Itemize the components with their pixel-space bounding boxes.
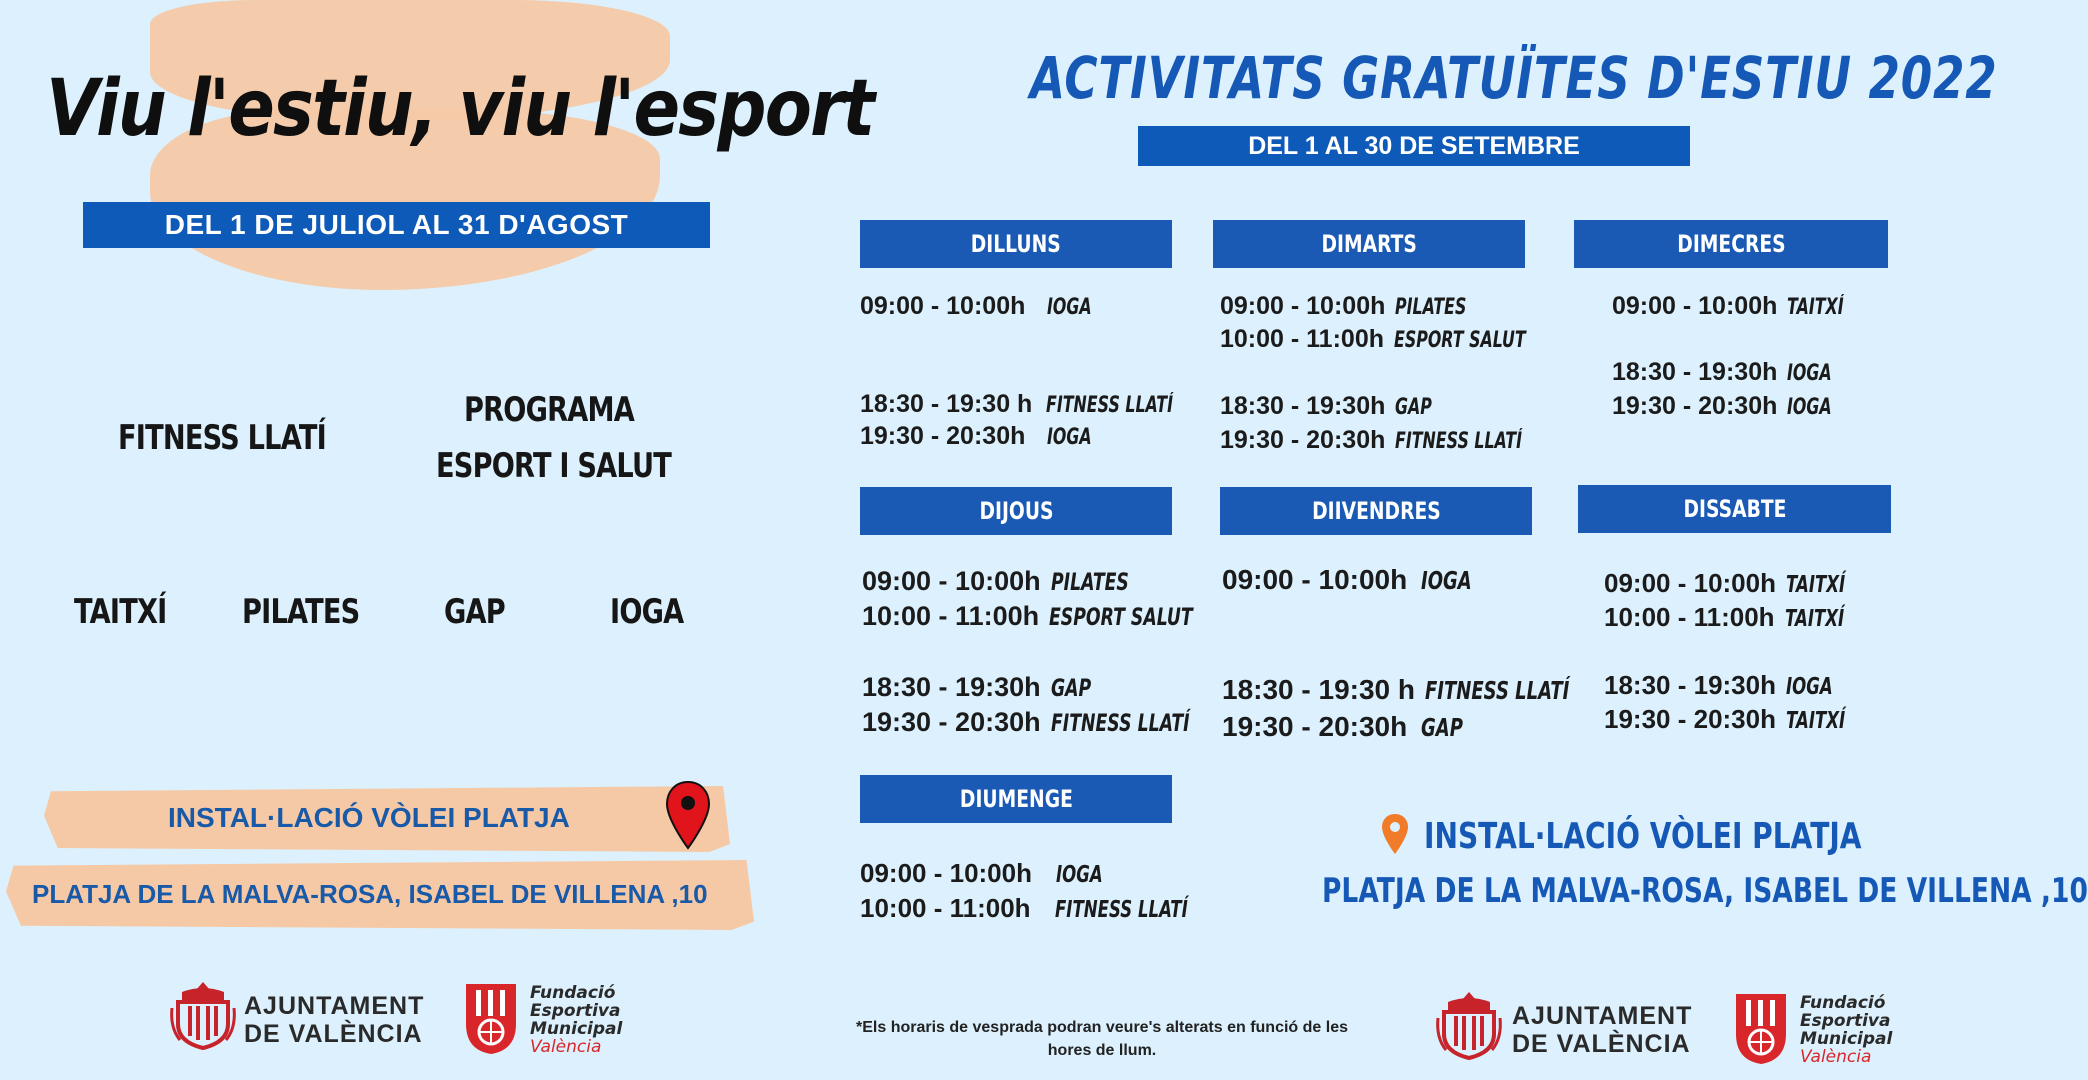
slot-divendres-3: 19:30 - 20:30h GAP bbox=[1222, 711, 1464, 742]
activity-programa-line2: ESPORT I SALUT bbox=[436, 446, 672, 486]
slot-dissabte-1: 09:00 - 10:00h TAITXÍ bbox=[1604, 568, 1846, 598]
fundacio-line2: Esportiva bbox=[530, 1001, 621, 1021]
activity-ioga: IOGA bbox=[610, 592, 684, 632]
slot-dilluns-2: 18:30 - 19:30 h FITNESS LLATÍ bbox=[860, 390, 1174, 418]
slot-dijous-3: 18:30 - 19:30h GAP bbox=[862, 672, 1091, 702]
september-dates-bar bbox=[1138, 126, 1690, 166]
venue-text-left: INSTAL·LACIÓ VÒLEI PLATJA bbox=[168, 802, 570, 833]
activity-programa-line1: PROGRAMA bbox=[464, 390, 635, 430]
activity-fitness-llati: FITNESS LLATÍ bbox=[118, 418, 326, 458]
footnote-line1: *Els horaris de vesprada podran veure's alterats en funció de les bbox=[856, 1019, 1348, 1036]
fundacio-line4: València bbox=[530, 1037, 602, 1057]
location-pin-icon bbox=[665, 780, 711, 850]
slot-dimecres-3: 19:30 - 20:30h IOGA bbox=[1612, 392, 1833, 420]
slot-dijous-4: 19:30 - 20:30h FITNESS LLATÍ bbox=[862, 707, 1190, 737]
day-header-diumenge: DIUMENGE bbox=[860, 775, 1172, 823]
fundacio-logo-icon bbox=[460, 980, 522, 1056]
schedule-title: ACTIVITATS GRATUÏTES D'ESTIU 2022 bbox=[1030, 44, 1998, 112]
day-header-dijous: DIJOUS bbox=[860, 487, 1172, 535]
location-pin-icon-right bbox=[1380, 812, 1410, 856]
activity-pilates: PILATES bbox=[242, 592, 360, 632]
day-header-dimarts: DIMARTS bbox=[1213, 220, 1525, 268]
schedule-footnote bbox=[842, 1016, 1362, 1062]
fundacio-right-line3: Municipal bbox=[1800, 1029, 1893, 1049]
ajuntament-right-line2: DE VALÈNCIA bbox=[1512, 1030, 1691, 1058]
day-header-dilluns: DILLUNS bbox=[860, 220, 1172, 268]
slot-dijous-1: 09:00 - 10:00h PILATES bbox=[862, 566, 1129, 596]
venue-text-right: INSTAL·LACIÓ VÒLEI PLATJA bbox=[1424, 816, 1862, 857]
slot-divendres-2: 18:30 - 19:30 h FITNESS LLATÍ bbox=[1222, 674, 1570, 705]
footnote-line2: hores de llum. bbox=[1047, 1042, 1157, 1059]
slot-dimarts-4: 19:30 - 20:30h FITNESS LLATÍ bbox=[1220, 426, 1523, 454]
slot-dimecres-1: 09:00 - 10:00h TAITXÍ bbox=[1612, 292, 1845, 320]
slot-diumenge-1: 09:00 - 10:00h IOGA bbox=[860, 858, 1103, 888]
summer-dates-bar bbox=[83, 202, 710, 248]
slot-dissabte-2: 10:00 - 11:00h TAITXÍ bbox=[1604, 602, 1844, 632]
fundacio-name-left bbox=[530, 984, 622, 1056]
slot-dijous-2: 10:00 - 11:00h ESPORT SALUT bbox=[862, 601, 1193, 631]
fundacio-line3: Municipal bbox=[530, 1019, 623, 1039]
day-header-dimecres: DIMECRES bbox=[1574, 220, 1888, 268]
slot-dilluns-1: 09:00 - 10:00h IOGA bbox=[860, 292, 1093, 320]
slot-dilluns-3: 19:30 - 20:30h IOGA bbox=[860, 422, 1093, 450]
ajuntament-crest-icon bbox=[170, 978, 236, 1052]
slot-dimarts-2: 10:00 - 11:00h ESPORT SALUT bbox=[1220, 325, 1526, 353]
fundacio-right-line1: Fundació bbox=[1800, 993, 1886, 1013]
fundacio-name-right bbox=[1800, 994, 1892, 1066]
summer-dates-text: DEL 1 DE JULIOL AL 31 D'AGOST bbox=[164, 209, 629, 240]
slot-dissabte-3: 18:30 - 19:30h IOGA bbox=[1604, 670, 1833, 700]
slot-dimarts-1: 09:00 - 10:00h PILATES bbox=[1220, 292, 1467, 320]
ajuntament-right-line1: AJUNTAMENT bbox=[1512, 1002, 1693, 1030]
slot-dimecres-2: 18:30 - 19:30h IOGA bbox=[1612, 358, 1833, 386]
activity-taitxi: TAITXÍ bbox=[74, 592, 167, 632]
ajuntament-name-right bbox=[1512, 1002, 1692, 1058]
fundacio-right-line4: València bbox=[1800, 1047, 1872, 1067]
day-header-dissabte: DISSABTE bbox=[1578, 485, 1891, 533]
activity-gap: GAP bbox=[444, 592, 505, 632]
fundacio-logo-icon-right bbox=[1730, 990, 1792, 1066]
ajuntament-line2: DE VALÈNCIA bbox=[244, 1020, 423, 1048]
ajuntament-name-left bbox=[244, 992, 424, 1048]
slot-divendres-1: 09:00 - 10:00h IOGA bbox=[1222, 564, 1472, 595]
september-dates-text: DEL 1 AL 30 DE SETEMBRE bbox=[1248, 131, 1580, 160]
address-text-left: PLATJA DE LA MALVA-ROSA, ISABEL DE VILLENA ,10 bbox=[32, 879, 708, 909]
fundacio-right-line2: Esportiva bbox=[1800, 1011, 1891, 1031]
ajuntament-line1: AJUNTAMENT bbox=[244, 992, 425, 1020]
slot-dimarts-3: 18:30 - 19:30h GAP bbox=[1220, 392, 1433, 420]
slot-diumenge-2: 10:00 - 11:00h FITNESS LLATÍ bbox=[860, 893, 1188, 923]
address-text-right: PLATJA DE LA MALVA-ROSA, ISABEL DE VILLENA ,10 bbox=[1322, 871, 2088, 911]
ajuntament-crest-icon-right bbox=[1436, 988, 1502, 1062]
slogan-title: Viu l'estiu, viu l'esport bbox=[46, 64, 874, 154]
fundacio-line1: Fundació bbox=[530, 983, 616, 1003]
slot-dissabte-4: 19:30 - 20:30h TAITXÍ bbox=[1604, 704, 1846, 734]
day-header-divendres: DIIVENDRES bbox=[1220, 487, 1532, 535]
